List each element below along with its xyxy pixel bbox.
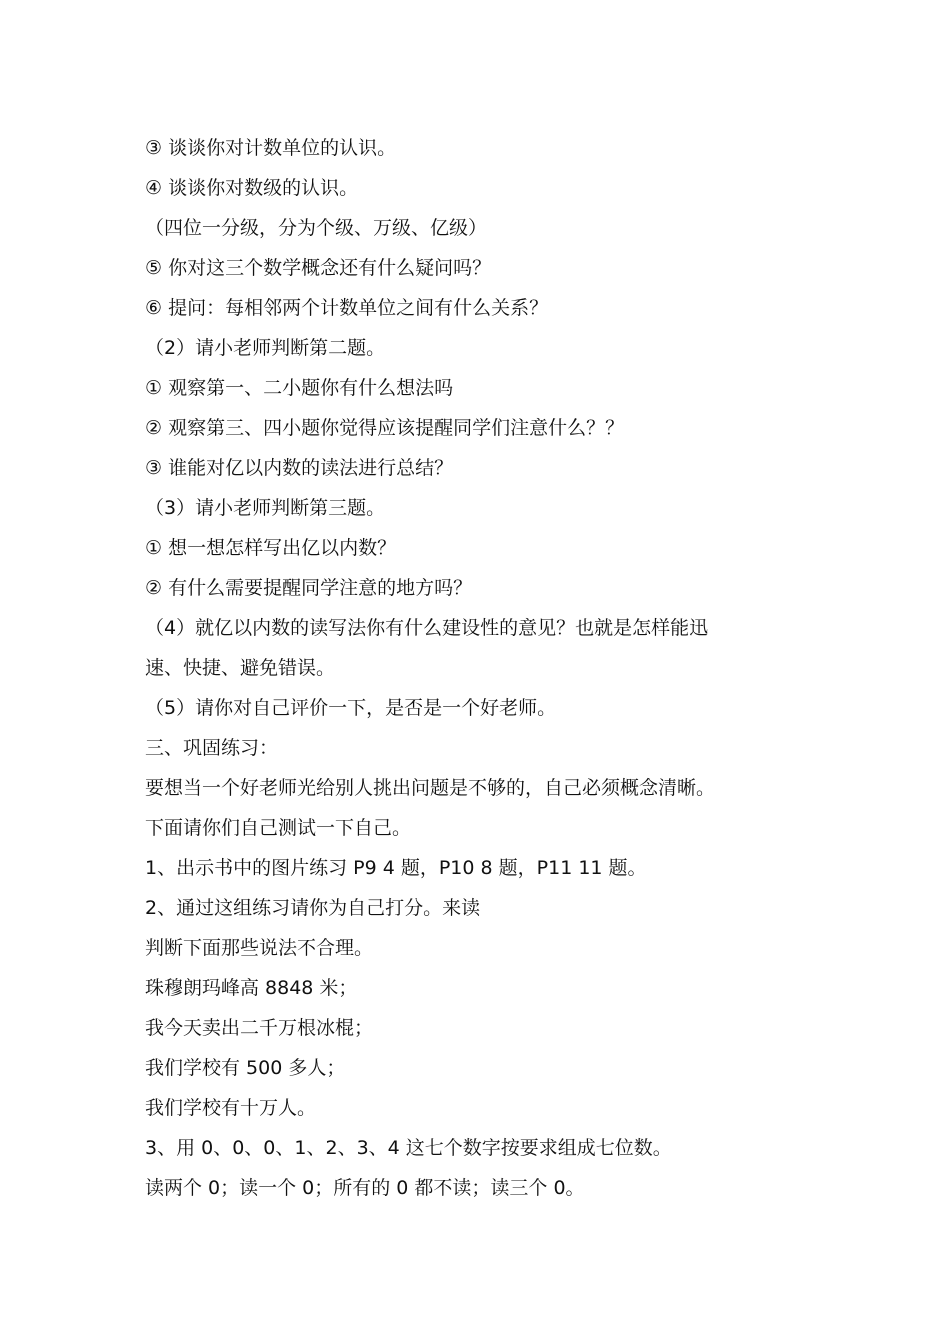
text-line: （5）请你对自己评价一下，是否是一个好老师。 [145,697,557,719]
text-line: ④ 谈谈你对数级的认识。 [145,177,359,199]
text-line: ② 观察第三、四小题你觉得应该提醒同学们注意什么？？ [145,417,625,439]
text-line: （4）就亿以内数的读写法你有什么建设性的意见？也就是怎样能迅 [145,617,709,639]
text-line: ⑤ 你对这三个数学概念还有什么疑问吗？ [145,257,492,279]
section-heading: 三、巩固练习： [145,737,279,759]
text-line: 我今天卖出二千万根冰棍； [145,1017,374,1039]
text-line: 速、快捷、避免错误。 [145,657,336,679]
text-line: （2）请小老师判断第二题。 [145,337,386,359]
text-line: ③ 谈谈你对计数单位的认识。 [145,137,397,159]
text-line: ① 观察第一、二小题你有什么想法吗 [145,377,454,399]
text-line: 2、通过这组练习请你为自己打分。来读 [145,897,481,919]
text-line: ② 有什么需要提醒同学注意的地方吗？ [145,577,473,599]
text-line: 下面请你们自己测试一下自己。 [145,817,412,839]
text-line: （四位一分级，分为个级、万级、亿级） [145,217,488,239]
text-line: 要想当一个好老师光给别人挑出问题是不够的，自己必须概念清晰。 [145,777,716,799]
text-line: 读两个 0；读一个 0；所有的 0 都不读；读三个 0。 [145,1177,585,1199]
text-line: （3）请小老师判断第三题。 [145,497,386,519]
text-line: 3、用 0、0、0、1、2、3、4 这七个数字按要求组成七位数。 [145,1137,672,1159]
document-body [145,128,815,1208]
text-line: 我们学校有 500 多人； [145,1057,346,1079]
text-line: ① 想一想怎样写出亿以内数？ [145,537,397,559]
text-line: 1、出示书中的图片练习 P9 4 题，P10 8 题，P11 11 题。 [145,857,647,879]
text-line: 珠穆朗玛峰高 8848 米； [145,977,358,999]
text-line: ⑥ 提问：每相邻两个计数单位之间有什么关系？ [145,297,549,319]
text-line: ③ 谁能对亿以内数的读法进行总结？ [145,457,454,479]
text-line: 判断下面那些说法不合理。 [145,937,374,959]
text-line: 我们学校有十万人。 [145,1097,317,1119]
